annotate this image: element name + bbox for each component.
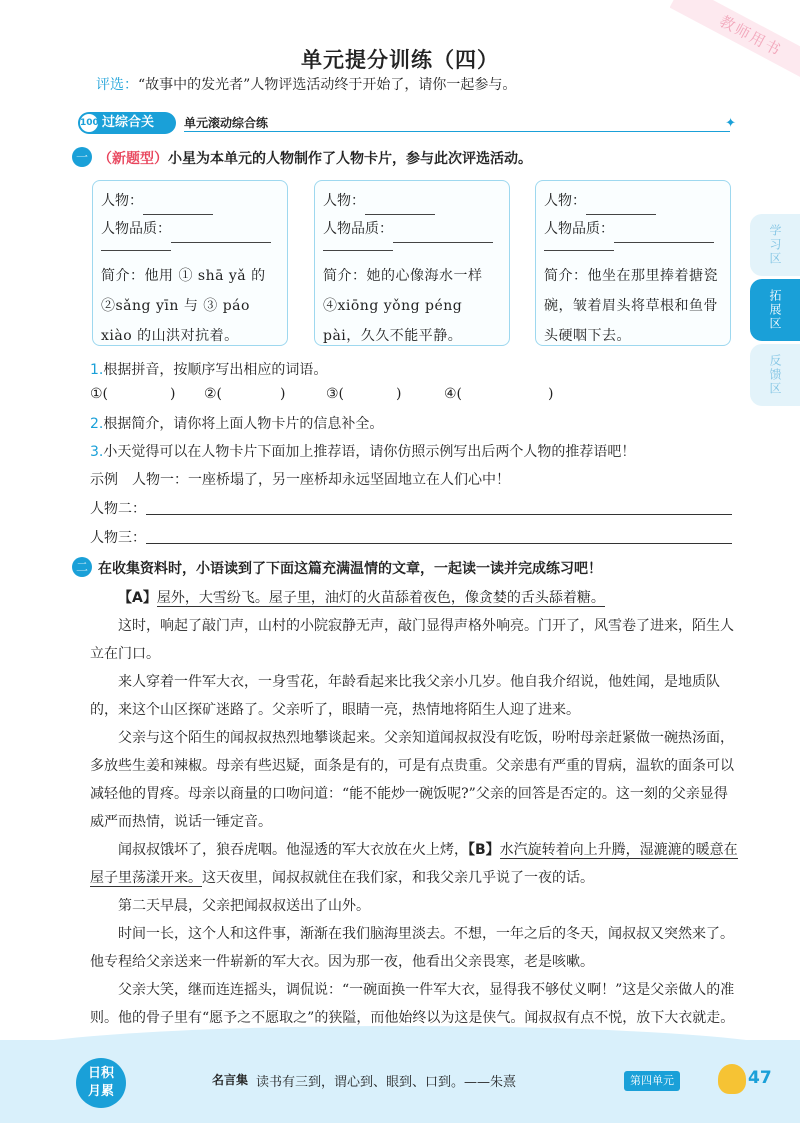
mascot-icon — [718, 1064, 746, 1094]
person-card-1 — [92, 180, 288, 346]
person-name-blank[interactable] — [365, 197, 435, 215]
intro-label: 简介： — [544, 268, 588, 284]
quality-blank-extra[interactable] — [544, 243, 614, 251]
ribbon-label: 教师用书 — [670, 0, 800, 80]
tab-feedback-area[interactable]: 反馈区 — [750, 344, 800, 406]
passage-paragraph-2: 来人穿着一件军大衣，一身雪花，年龄看起来比我父亲小几岁。他自我介绍说，他姓闻，是地质队的，来这个山区探矿迷路了。父亲听了，眼睛一亮，热情地将陌生人迎了进来。 — [90, 674, 720, 718]
person-label: 人物： — [101, 193, 143, 209]
intro-text: “故事中的发光者”人物评选活动终于开始了，请你一起参与。 — [138, 77, 517, 93]
person-card-3 — [535, 180, 731, 346]
quality-label: 人物品质： — [544, 221, 614, 237]
new-type-tag: （新题型） — [98, 151, 168, 167]
passage-paragraph-a — [90, 584, 740, 612]
quality-label: 人物品质： — [101, 221, 171, 237]
paragraph-4-end: 这天夜里，闻叔叔就住在我们家，和我父亲几乎说了一夜的话。 — [202, 870, 594, 886]
quality-label: 人物品质： — [323, 221, 393, 237]
passage-paragraph-3: 父亲与这个陌生的闻叔叔热烈地攀谈起来。父亲知道闻叔叔没有吃饭，吩咐母亲赶紧做一碗热汤面，多放些生姜和辣椒。母亲有些迟疑，面条是有的，可是有点贵重。父亲患有严重的胃病，温软的面条可以减轻他的胃疼。母亲以商量的口吻问道：“能不能炒一碗饭呢?”父亲的回答是否定的。这一刻的父亲显得威严而热情，说话一锤定音。 — [90, 730, 734, 830]
marker-a: 【A】 — [118, 590, 157, 606]
sentence-a: 屋外，大雪纷飞。屋子里，油灯的火苗舔着夜色，像贪婪的舌头舔着糖。 — [156, 590, 605, 606]
tab-study-area[interactable]: 学习区 — [750, 214, 800, 276]
question-2-number: 二 — [72, 557, 92, 577]
daily-accumulation-logo — [76, 1058, 126, 1108]
person-name-blank[interactable] — [143, 197, 213, 215]
page-title: 单元提分训练（四） — [301, 48, 499, 72]
answer-3-open[interactable]: ③( — [326, 386, 345, 402]
page-footer — [0, 1040, 800, 1123]
section-header — [78, 112, 736, 134]
sub-question-text: 根据拼音，按顺序写出相应的词语。 — [103, 362, 328, 378]
marker-b: 【B】 — [468, 842, 500, 858]
person-card-2 — [314, 180, 510, 346]
card-intro: 他坐在那里捧着搪瓷碗，皱着眉头将草根和鱼骨头硬咽下去。 — [544, 268, 718, 344]
sub-question-text: 根据简介，请你将上面人物卡片的信息补全。 — [103, 416, 384, 432]
person-2-answer-line[interactable] — [146, 514, 732, 515]
answer-2-close: ) — [280, 386, 286, 402]
paragraph-4-start: 闻叔叔饿坏了，狼吞虎咽。他湿透的军大衣放在火上烤， — [118, 842, 468, 858]
person-label: 人物： — [544, 193, 586, 209]
sub-question-number: 3. — [90, 444, 104, 460]
quote-title: 名言集 — [212, 1073, 249, 1087]
passage-paragraph-1: 这时，响起了敲门声，山村的小院寂静无声，敲门显得声格外响亮。门开了，风雪卷了进来，陌生人立在门口。 — [90, 618, 734, 662]
question-1-number: 一 — [72, 147, 92, 167]
intro-label: 评选： — [96, 77, 138, 93]
passage-paragraph-5: 第二天早晨，父亲把闻叔叔送出了山外。 — [118, 898, 370, 914]
question-1-heading — [98, 148, 532, 168]
intro-label: 简介： — [101, 268, 145, 284]
card-intro: 他用 ① shā yǎ 的 ②sǎng yīn 与 ③ páo xiào 的山洪对抗着。 — [101, 268, 266, 344]
unit-label: 第四单元 — [624, 1071, 680, 1091]
person-2-label: 人物二： — [90, 501, 146, 517]
intro-line — [96, 74, 516, 94]
example-line: 示例 人物一：一座桥塌了，另一座桥却永远坚固地立在人们心中！ — [90, 472, 510, 488]
card-intro: 她的心像海水一样 ④xiōng yǒng péng pài，久久不能平静。 — [323, 268, 483, 344]
sub-question-3 — [90, 441, 635, 461]
score-icon: 100 — [80, 114, 98, 132]
passage-paragraph-6: 时间一长，这个人和这件事，渐渐在我们脑海里淡去。不想，一年之后的冬天，闻叔叔又突然来了。他专程给父亲送来一件崭新的军大衣。因为那一夜，他看出父亲畏寒，老是咳嗽。 — [90, 926, 734, 970]
quality-blank-extra[interactable] — [101, 243, 171, 251]
answer-4-close: ) — [548, 386, 554, 402]
quality-blank-extra[interactable] — [323, 243, 393, 251]
sub-question-1 — [90, 359, 327, 379]
side-tabs — [750, 214, 800, 409]
page-number: 47 — [748, 1068, 772, 1088]
sub-question-number: 2. — [90, 416, 104, 432]
section-badge — [78, 112, 176, 134]
famous-quote: 读书有三到，谓心到、眼到、口到。——朱熹 — [256, 1075, 517, 1090]
person-label: 人物： — [323, 193, 365, 209]
sub-question-text: 小天觉得可以在人物卡片下面加上推荐语，请你仿照示例写出后两个人物的推荐语吧！ — [103, 444, 636, 460]
logo-line-1: 日积 — [87, 1066, 114, 1081]
section-subtitle: 单元滚动综合练 — [184, 116, 269, 130]
passage-paragraph-7: 父亲大笑，继而连连摇头，调侃说：“一碗面换一件军大衣，显得我不够仗义啊！”这是父亲做人的准则。他的骨子里有“愿予之不愿取之”的狭隘，而他始终以为这是侠气。闻叔叔有点不悦，放下大衣就走。 — [90, 982, 735, 1026]
quality-blank[interactable] — [393, 225, 493, 243]
sentence-b: 水汽旋转着向上升腾，湿漉漉的暖意在屋子里荡漾开来。 — [90, 842, 738, 886]
answer-1-open[interactable]: ①( — [90, 386, 109, 402]
passage-paragraph-4 — [90, 836, 740, 892]
section-badge-label: 过综合关 — [102, 115, 155, 130]
quality-blank[interactable] — [614, 225, 714, 243]
tab-expand-area[interactable]: 拓展区 — [750, 279, 800, 341]
star-icon: ✦ — [725, 116, 736, 131]
person-name-blank[interactable] — [586, 197, 656, 215]
logo-line-2: 月累 — [87, 1084, 114, 1099]
answer-2-open[interactable]: ②( — [204, 386, 223, 402]
answer-4-open[interactable]: ④( — [444, 386, 463, 402]
answer-1-close: ) — [170, 386, 176, 402]
answer-3-close: ) — [396, 386, 402, 402]
person-3-label: 人物三： — [90, 530, 146, 546]
sub-question-number: 1. — [90, 362, 104, 378]
quality-blank[interactable] — [171, 225, 271, 243]
question-2-heading: 在收集资料时，小语读到了下面这篇充满温情的文章，一起读一读并完成练习吧！ — [98, 561, 602, 577]
sub-question-2 — [90, 413, 383, 433]
question-1-text: 小星为本单元的人物制作了人物卡片，参与此次评选活动。 — [168, 151, 532, 167]
intro-label: 简介： — [323, 268, 367, 284]
section-divider — [184, 131, 730, 132]
person-3-answer-line[interactable] — [146, 543, 732, 544]
